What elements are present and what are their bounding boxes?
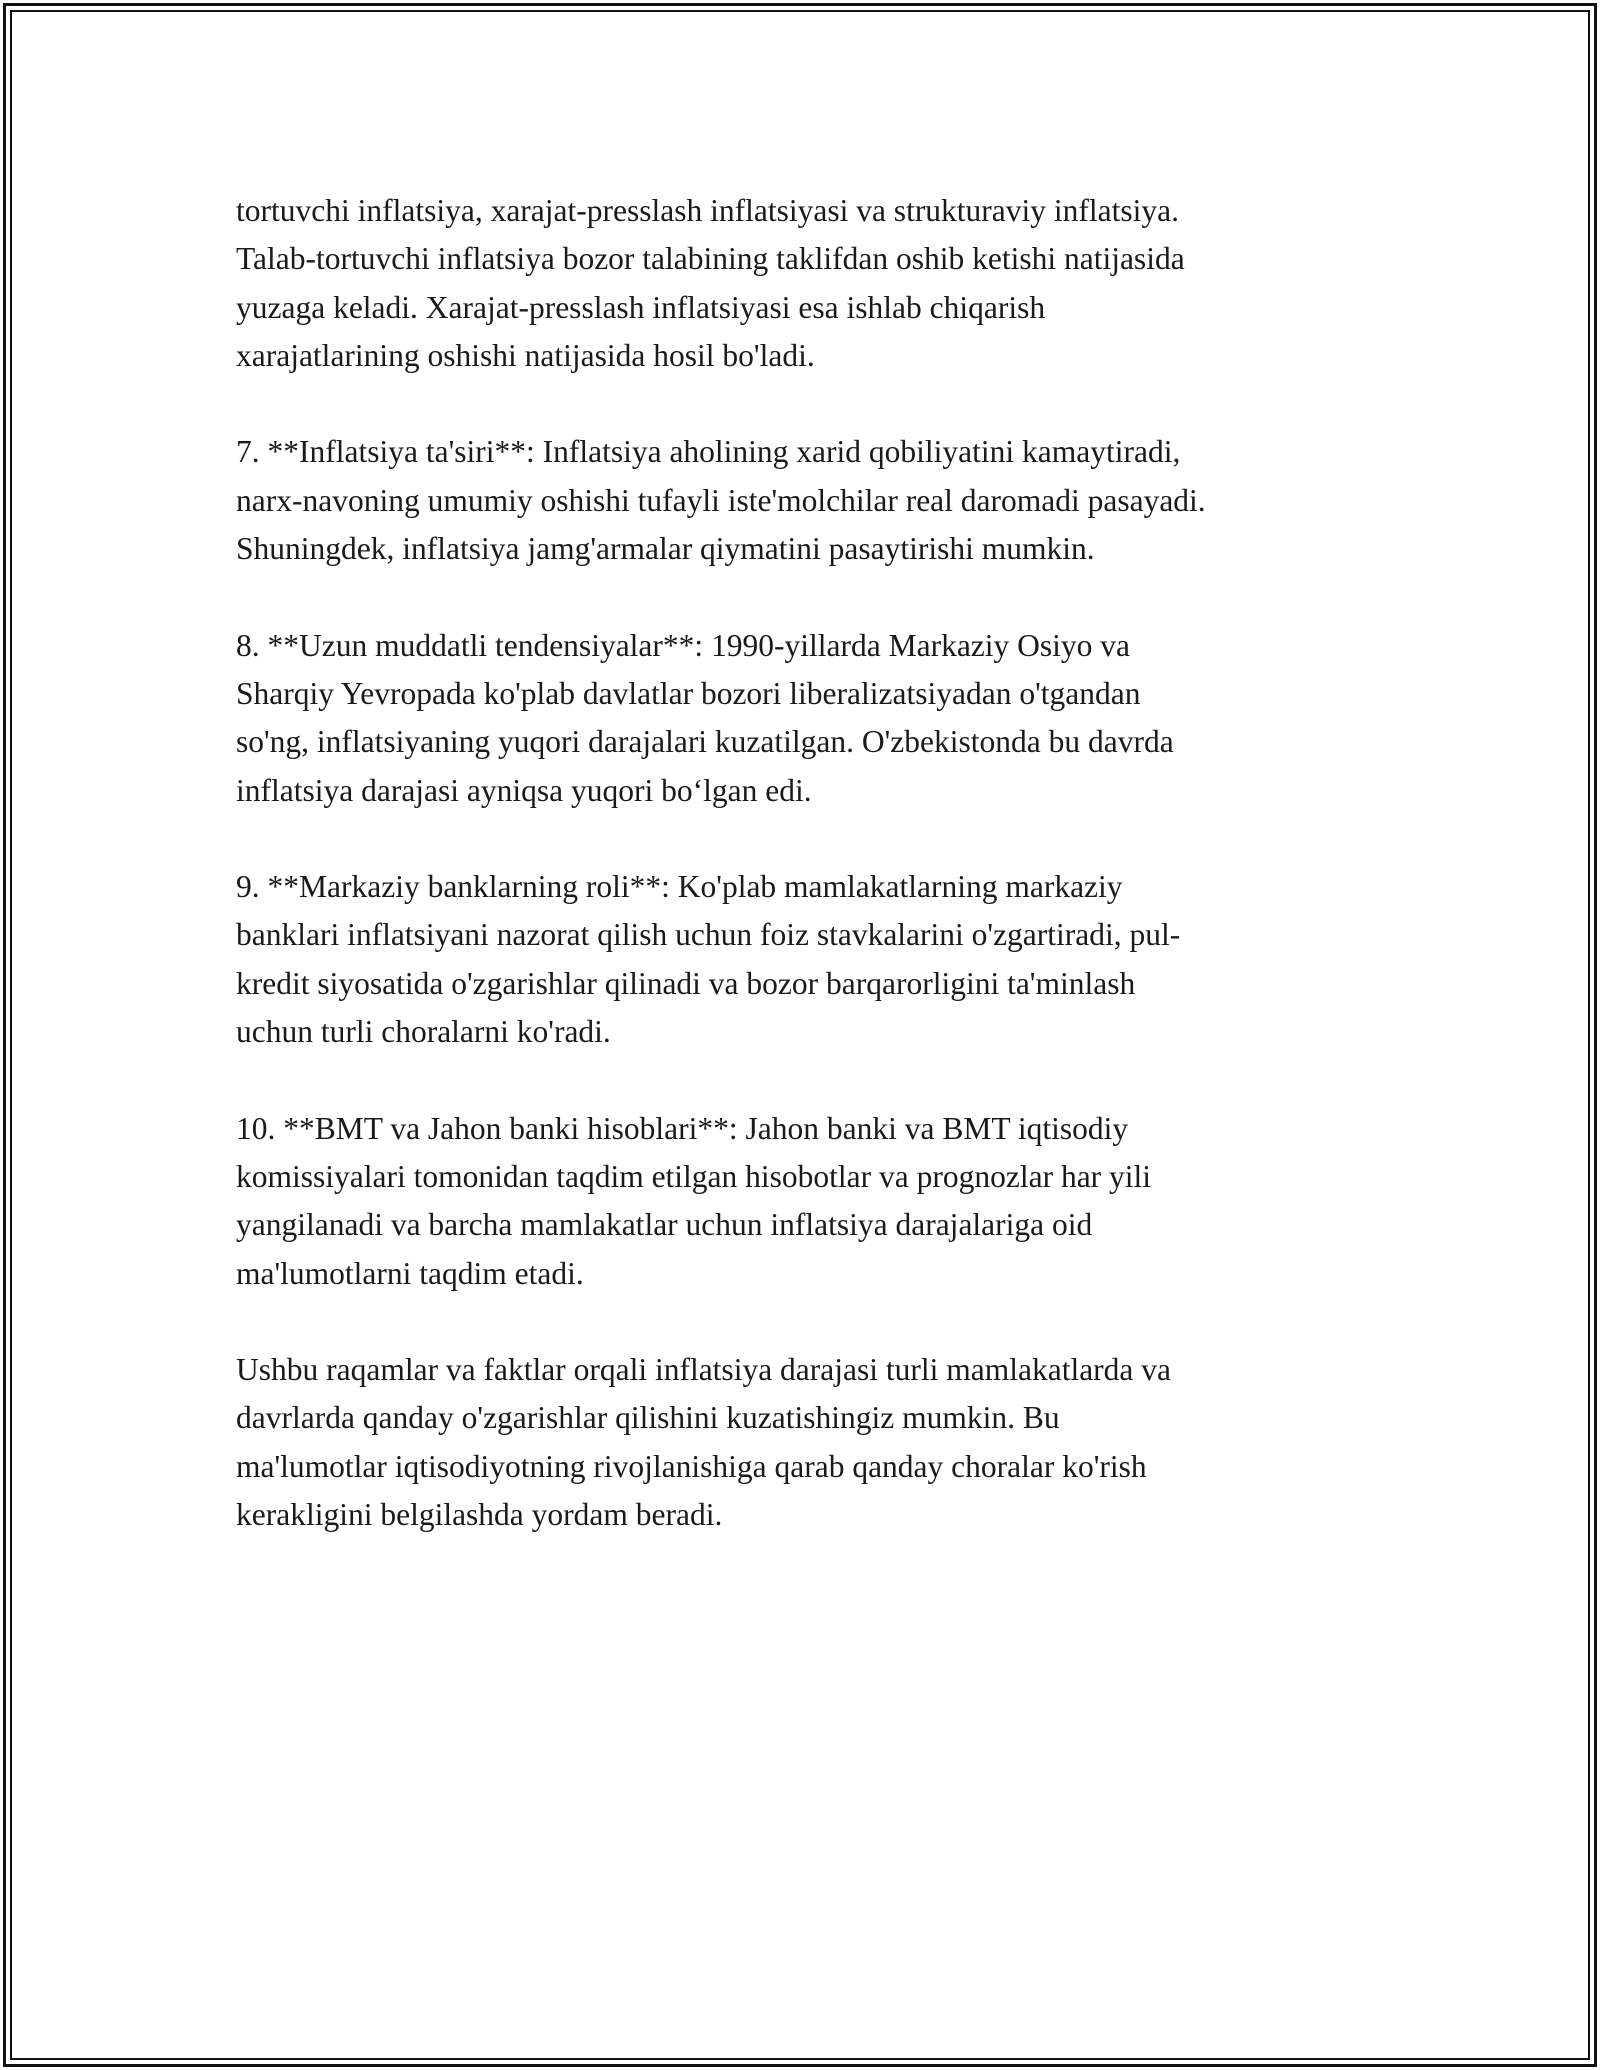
text-line: narx-navoning umumiy oshishi tufayli iste'molchilar real daromadi pasayadi. — [236, 482, 1206, 518]
text-line: ma'lumotlar iqtisodiyotning rivojlanishiga qarab qanday choralar ko'rish — [236, 1448, 1147, 1484]
text-line: komissiyalari tomonidan taqdim etilgan hisobotlar va prognozlar har yili — [236, 1158, 1152, 1194]
text-line: inflatsiya darajasi ayniqsa yuqori bo‘lgan edi. — [236, 772, 812, 808]
text-line: so'ng, inflatsiyaning yuqori darajalari kuzatilgan. O'zbekistonda bu davrda — [236, 724, 1174, 760]
text-line: Sharqiy Yevropada ko'plab davlatlar bozori liberalizatsiyadan o'tgandan — [236, 675, 1141, 711]
paragraph-item-9 — [236, 863, 1386, 1056]
text-line: 10. **BMT va Jahon banki hisoblari**: Jahon banki va BMT iqtisodiy — [236, 1110, 1129, 1146]
text-line: kerakligini belgilashda yordam beradi. — [236, 1497, 723, 1533]
text-line: tortuvchi inflatsiya, xarajat-presslash inflatsiyasi va strukturaviy inflatsiya. — [236, 193, 1180, 228]
text-line: xarajatlarining oshishi natijasida hosil bo'ladi. — [236, 337, 815, 373]
text-line: Shuningdek, inflatsiya jamg'armalar qiymatini pasaytirishi mumkin. — [236, 531, 1095, 567]
text-line: uchun turli choralarni ko'radi. — [236, 1014, 611, 1050]
text-line: ma'lumotlarni taqdim etadi. — [236, 1255, 584, 1291]
paragraph-continuation — [236, 187, 1386, 380]
text-line: yuzaga keladi. Xarajat-presslash inflatsiyasi esa ishlab chiqarish — [236, 289, 1046, 325]
paragraph-item-8 — [236, 622, 1386, 815]
text-line: banklari inflatsiyani nazorat qilish uchun foiz stavkalarini o'zgartiradi, pul- — [236, 917, 1181, 953]
text-line: 7. **Inflatsiya ta'siri**: Inflatsiya aholining xarid qobiliyatini kamaytiradi, — [236, 434, 1181, 470]
document-body — [236, 187, 1386, 1588]
text-line: 9. **Markaziy banklarning roli**: Ko'plab mamlakatlarning markaziy — [236, 869, 1123, 905]
text-line: kredit siyosatida o'zgarishlar qilinadi va bozor barqarorligini ta'minlash — [236, 965, 1136, 1001]
paragraph-conclusion — [236, 1346, 1386, 1539]
paragraph-item-7 — [236, 428, 1386, 573]
paragraph-item-10 — [236, 1105, 1386, 1298]
text-line: davrlarda qanday o'zgarishlar qilishini kuzatishingiz mumkin. Bu — [236, 1400, 1060, 1436]
text-line: Talab-tortuvchi inflatsiya bozor talabining taklifdan oshib ketishi natijasida — [236, 241, 1185, 277]
text-line: 8. **Uzun muddatli tendensiyalar**: 1990-yillarda Markaziy Osiyo va — [236, 627, 1131, 663]
text-line: yangilanadi va barcha mamlakatlar uchun inflatsiya darajalariga oid — [236, 1207, 1093, 1243]
text-line: Ushbu raqamlar va faktlar orqali inflatsiya darajasi turli mamlakatlarda va — [236, 1352, 1172, 1388]
